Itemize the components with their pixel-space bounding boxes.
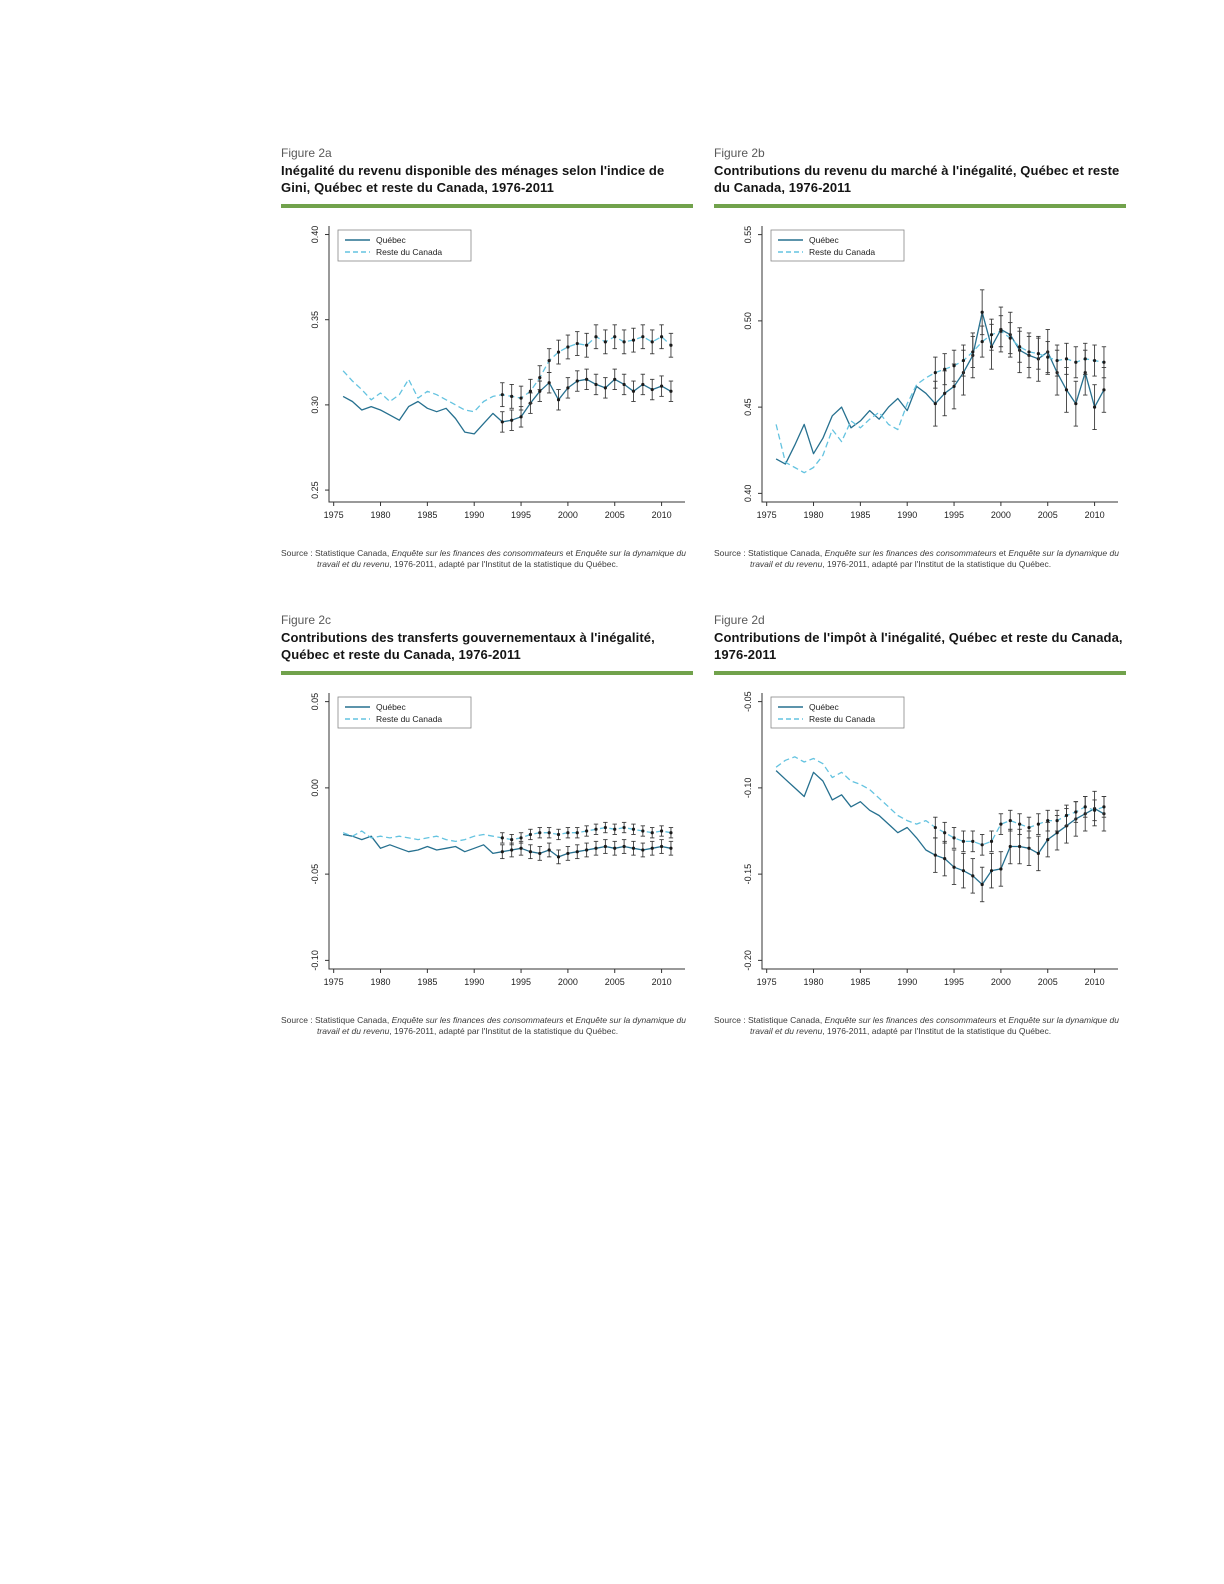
line-chart bbox=[714, 210, 1126, 544]
figure-label: Figure 2c bbox=[281, 612, 332, 627]
svg-text:1975: 1975 bbox=[323, 509, 344, 520]
svg-text:1990: 1990 bbox=[897, 976, 918, 987]
svg-text:2000: 2000 bbox=[990, 509, 1011, 520]
source-prefix: Source : Statistique Canada, bbox=[714, 1014, 825, 1025]
svg-text:1985: 1985 bbox=[417, 509, 438, 520]
figure-panel-2a bbox=[281, 146, 693, 571]
svg-text:1990: 1990 bbox=[464, 509, 485, 520]
source-note bbox=[281, 1015, 693, 1038]
svg-text:Reste du Canada: Reste du Canada bbox=[376, 246, 443, 257]
title-rule bbox=[714, 671, 1126, 675]
svg-text:0.50: 0.50 bbox=[743, 311, 753, 330]
svg-text:1985: 1985 bbox=[417, 976, 438, 987]
svg-text:Reste du Canada: Reste du Canada bbox=[809, 713, 876, 724]
source-survey-1: Enquête sur les finances des consommateurs bbox=[391, 1014, 564, 1025]
svg-text:1975: 1975 bbox=[756, 976, 777, 987]
svg-text:0.40: 0.40 bbox=[743, 484, 753, 502]
svg-text:0.45: 0.45 bbox=[743, 398, 753, 416]
svg-text:2010: 2010 bbox=[651, 509, 672, 520]
figure-panel-2b bbox=[714, 146, 1126, 571]
source-note bbox=[714, 1015, 1126, 1038]
figure-label: Figure 2b bbox=[714, 146, 765, 160]
line-chart bbox=[281, 210, 693, 544]
svg-text:-0.15: -0.15 bbox=[743, 863, 753, 884]
svg-text:2005: 2005 bbox=[604, 509, 625, 520]
svg-text:1980: 1980 bbox=[803, 976, 824, 987]
svg-text:2005: 2005 bbox=[1037, 509, 1058, 520]
source-prefix: Source : Statistique Canada, bbox=[281, 1014, 392, 1025]
svg-text:-0.05: -0.05 bbox=[743, 690, 753, 712]
svg-text:2005: 2005 bbox=[604, 976, 625, 987]
source-mid: et bbox=[996, 547, 1009, 558]
source-note bbox=[714, 548, 1126, 571]
source-suffix: , 1976-2011, adapté par l'Institut de la statistique du Québec. bbox=[389, 1025, 619, 1036]
source-survey-1: Enquête sur les finances des consommateurs bbox=[824, 1014, 997, 1025]
svg-text:1975: 1975 bbox=[756, 509, 777, 520]
source-suffix: , 1976-2011, adapté par l'Institut de la statistique du Québec. bbox=[389, 559, 619, 570]
svg-text:1985: 1985 bbox=[850, 976, 871, 987]
line-chart bbox=[281, 677, 693, 1011]
svg-text:-0.10: -0.10 bbox=[743, 777, 753, 798]
source-survey-1: Enquête sur les finances des consommateurs bbox=[391, 547, 564, 558]
title-rule bbox=[714, 204, 1126, 208]
source-suffix: , 1976-2011, adapté par l'Institut de la statistique du Québec. bbox=[822, 1025, 1052, 1036]
svg-text:2010: 2010 bbox=[1084, 509, 1105, 520]
svg-text:1995: 1995 bbox=[944, 976, 965, 987]
figure-label: Figure 2a bbox=[281, 146, 332, 160]
source-survey-1: Enquête sur les finances des consommateurs bbox=[824, 547, 997, 558]
figure-title: Contributions du revenu du marché à l'inégalité, Québec et reste du Canada, 1976-2011 bbox=[714, 163, 1120, 195]
svg-text:0.05: 0.05 bbox=[310, 692, 320, 710]
svg-text:1985: 1985 bbox=[850, 509, 871, 520]
figure-title: Contributions des transferts gouvernementaux à l'inégalité, Québec et reste du Canada, 1976-2011 bbox=[281, 629, 655, 662]
line-chart-svg bbox=[714, 677, 1126, 1011]
svg-text:2010: 2010 bbox=[1084, 976, 1105, 987]
svg-text:1980: 1980 bbox=[370, 976, 391, 987]
svg-text:1975: 1975 bbox=[323, 976, 344, 987]
title-rule bbox=[281, 671, 693, 675]
svg-text:0.25: 0.25 bbox=[310, 481, 320, 499]
figure-title: Contributions de l'impôt à l'inégalité, Québec et reste du Canada, 1976-2011 bbox=[714, 629, 1123, 662]
svg-text:2010: 2010 bbox=[651, 976, 672, 987]
svg-text:Québec: Québec bbox=[376, 701, 406, 712]
svg-text:Québec: Québec bbox=[376, 234, 406, 245]
svg-text:0.00: 0.00 bbox=[310, 778, 320, 797]
svg-text:1990: 1990 bbox=[464, 976, 485, 987]
svg-text:1995: 1995 bbox=[944, 509, 965, 520]
svg-text:1980: 1980 bbox=[803, 509, 824, 520]
svg-text:1995: 1995 bbox=[511, 976, 532, 987]
svg-text:1995: 1995 bbox=[511, 509, 532, 520]
source-survey-2: Enquête sur la dynamique du travail et du revenu bbox=[750, 1014, 1119, 1036]
svg-text:1980: 1980 bbox=[370, 509, 391, 520]
svg-text:1990: 1990 bbox=[897, 509, 918, 520]
svg-text:2000: 2000 bbox=[557, 509, 578, 520]
svg-text:0.40: 0.40 bbox=[310, 225, 320, 244]
svg-text:-0.10: -0.10 bbox=[310, 949, 320, 971]
svg-text:Québec: Québec bbox=[809, 234, 839, 245]
line-chart-svg bbox=[714, 210, 1126, 544]
source-mid: et bbox=[563, 547, 576, 558]
svg-text:2000: 2000 bbox=[557, 976, 578, 987]
svg-text:0.55: 0.55 bbox=[743, 225, 753, 244]
source-survey-2: Enquête sur la dynamique du travail et du revenu bbox=[750, 547, 1119, 570]
source-mid: et bbox=[563, 1014, 576, 1025]
source-prefix: Source : Statistique Canada, bbox=[714, 547, 825, 558]
svg-text:Reste du Canada: Reste du Canada bbox=[376, 713, 443, 724]
line-chart-svg bbox=[281, 210, 693, 544]
svg-text:0.30: 0.30 bbox=[310, 395, 320, 414]
svg-text:-0.20: -0.20 bbox=[743, 949, 753, 971]
figure-panel-2c bbox=[281, 613, 693, 1038]
source-note bbox=[281, 548, 693, 571]
title-rule bbox=[281, 204, 693, 208]
source-prefix: Source : Statistique Canada, bbox=[281, 547, 392, 558]
svg-text:2005: 2005 bbox=[1037, 976, 1058, 987]
svg-text:Québec: Québec bbox=[809, 701, 839, 712]
line-chart bbox=[714, 677, 1126, 1011]
svg-text:0.35: 0.35 bbox=[310, 310, 320, 329]
svg-text:2000: 2000 bbox=[990, 976, 1011, 987]
source-mid: et bbox=[996, 1014, 1009, 1025]
source-suffix: , 1976-2011, adapté par l'Institut de la statistique du Québec. bbox=[822, 559, 1052, 570]
figure-panel-2d bbox=[714, 613, 1126, 1038]
source-survey-2: Enquête sur la dynamique du travail et du revenu bbox=[317, 1014, 686, 1036]
source-survey-2: Enquête sur la dynamique du travail et du revenu bbox=[317, 547, 686, 570]
svg-text:Reste du Canada: Reste du Canada bbox=[809, 246, 876, 257]
line-chart-svg bbox=[281, 677, 693, 1011]
figure-title: Inégalité du revenu disponible des ménages selon l'indice de Gini, Québec et reste du Canada, 1976-2011 bbox=[281, 163, 665, 195]
figure-label: Figure 2d bbox=[714, 612, 765, 627]
svg-text:-0.05: -0.05 bbox=[310, 863, 320, 884]
figures-grid bbox=[281, 146, 1126, 1037]
